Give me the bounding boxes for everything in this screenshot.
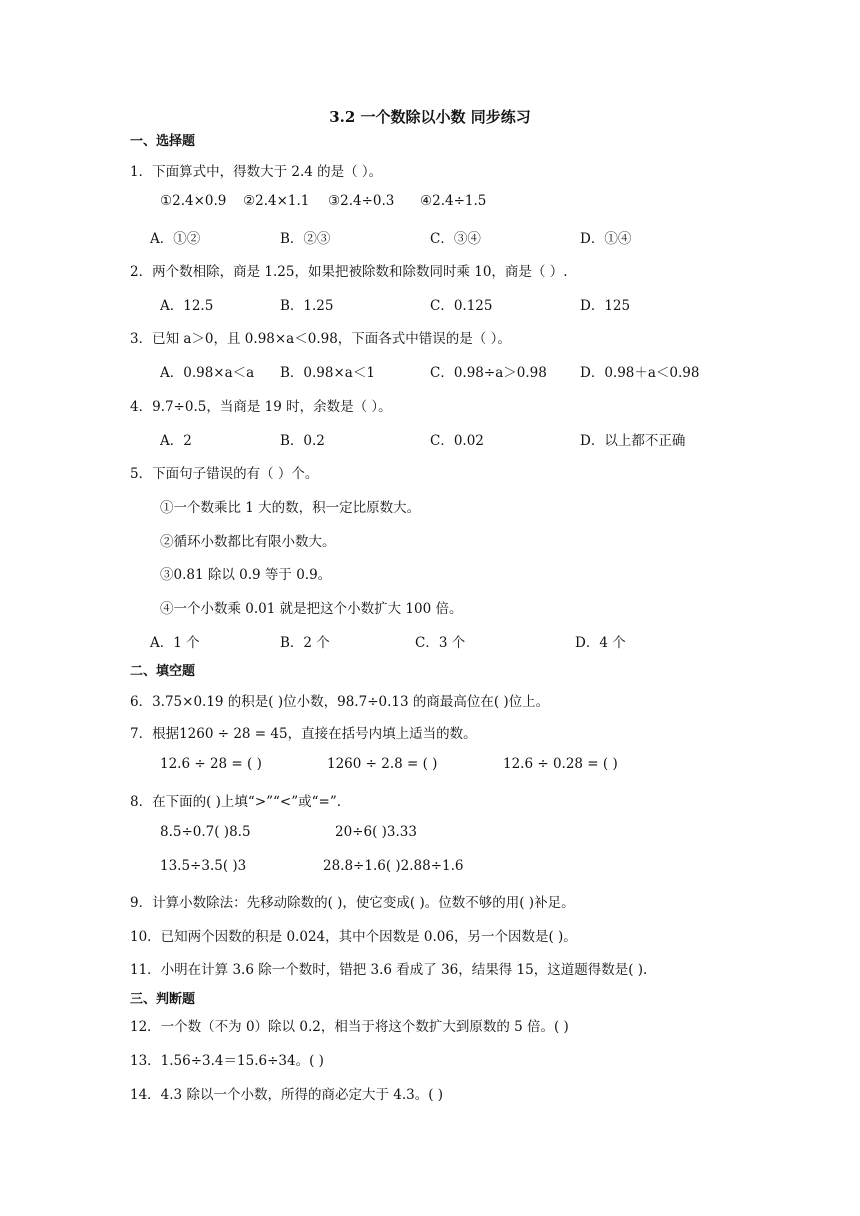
question-3-stem: 3．已知 a＞0，且 0.98×a＜0.98，下面各式中错误的是（ ）。 [130, 331, 511, 347]
question-8-item-3: 13.5÷3.5( )3 [160, 858, 247, 874]
question-2-option-d[interactable]: D．125 [580, 298, 631, 314]
question-1-item-1: ①2.4×0.9 [160, 193, 227, 209]
question-1-item-3: ③2.4÷0.3 [328, 193, 395, 209]
section-heading-true-false: 三、判断题 [130, 992, 196, 1007]
section-heading-fill-blank: 二、填空题 [130, 664, 196, 679]
question-5-statement-1: ①一个数乘比 1 大的数，积一定比原数大。 [160, 500, 421, 516]
question-7-item-1: 12.6 ÷ 28 = ( ) [160, 756, 262, 772]
question-2-stem: 2．两个数相除，商是 1.25，如果把被除数和除数同时乘 10，商是（ ）. [130, 264, 568, 280]
question-7-item-2: 1260 ÷ 2.8 = ( ) [327, 756, 438, 772]
question-2-option-c[interactable]: C．0.125 [430, 298, 493, 314]
question-1-option-c[interactable]: C．③④ [430, 231, 481, 247]
question-4-option-a[interactable]: A．2 [160, 433, 192, 449]
question-11: 11．小明在计算 3.6 除一个数时，错把 3.6 看成了 36，结果得 15，这道题得数是( ). [130, 962, 648, 978]
question-4-stem: 4．9.7÷0.5，当商是 19 时，余数是（ ）。 [130, 399, 392, 415]
question-2-option-b[interactable]: B．1.25 [280, 298, 334, 314]
question-1-stem: 1．下面算式中，得数大于 2.4 的是（ ）。 [130, 164, 383, 180]
question-14: 14．4.3 除以一个小数，所得的商必定大于 4.3。( ) [130, 1087, 444, 1103]
question-4-option-b[interactable]: B．0.2 [280, 433, 325, 449]
question-1-option-a[interactable]: A．①② [150, 231, 201, 247]
question-3-option-a[interactable]: A．0.98×a＜a [160, 365, 255, 381]
question-10: 10．已知两个因数的积是 0.024，其中个因数是 0.06，另一个因数是( )。 [130, 929, 577, 945]
question-5-stem: 5．下面句子错误的有（ ）个。 [130, 466, 319, 482]
question-1-option-b[interactable]: B．②③ [280, 231, 331, 247]
page-title: 3.2 一个数除以小数 同步练习 [329, 108, 531, 126]
question-5-statement-4: ④一个小数乘 0.01 就是把这个小数扩大 100 倍。 [160, 601, 463, 617]
question-3-option-b[interactable]: B．0.98×a＜1 [280, 365, 375, 381]
question-7-stem: 7．根据1260 ÷ 28 = 45，直接在括号内填上适当的数。 [130, 726, 477, 742]
question-4-option-d[interactable]: D．以上都不正确 [580, 433, 686, 449]
question-8-item-4: 28.8÷1.6( )2.88÷1.6 [323, 858, 464, 874]
question-13: 13．1.56÷3.4＝15.6÷34。( ) [130, 1053, 324, 1069]
question-5-option-b[interactable]: B．2 个 [280, 635, 330, 651]
question-1-item-4: ④2.4÷1.5 [420, 193, 487, 209]
question-12: 12．一个数（不为 0）除以 0.2，相当于将这个数扩大到原数的 5 倍。( ) [130, 1019, 569, 1035]
question-5-option-d[interactable]: D．4 个 [575, 635, 626, 651]
question-9: 9．计算小数除法：先移动除数的( )，使它变成( )。位数不够的用( )补足。 [130, 895, 575, 911]
question-5-option-a[interactable]: A．1 个 [150, 635, 200, 651]
question-1-option-d[interactable]: D．①④ [580, 231, 632, 247]
question-8-item-2: 20÷6( )3.33 [335, 824, 417, 840]
question-6: 6．3.75×0.19 的积是( )位小数，98.7÷0.13 的商最高位在( )位上。 [130, 694, 550, 710]
section-heading-choice: 一、选择题 [130, 134, 196, 149]
question-2-option-a[interactable]: A．12.5 [160, 298, 214, 314]
question-5-option-c[interactable]: C．3 个 [415, 635, 466, 651]
question-8-stem: 8．在下面的( )上填“>”“<”或“=”. [130, 794, 342, 810]
question-5-statement-3: ③0.81 除以 0.9 等于 0.9。 [160, 567, 332, 583]
question-1-item-2: ②2.4×1.1 [243, 193, 310, 209]
question-8-item-1: 8.5÷0.7( )8.5 [160, 824, 251, 840]
question-5-statement-2: ②循环小数都比有限小数大。 [160, 534, 336, 550]
question-3-option-c[interactable]: C．0.98÷a＞0.98 [430, 365, 547, 381]
question-4-option-c[interactable]: C．0.02 [430, 433, 484, 449]
question-7-item-3: 12.6 ÷ 0.28 = ( ) [503, 756, 618, 772]
question-3-option-d[interactable]: D．0.98＋a＜0.98 [580, 365, 700, 381]
